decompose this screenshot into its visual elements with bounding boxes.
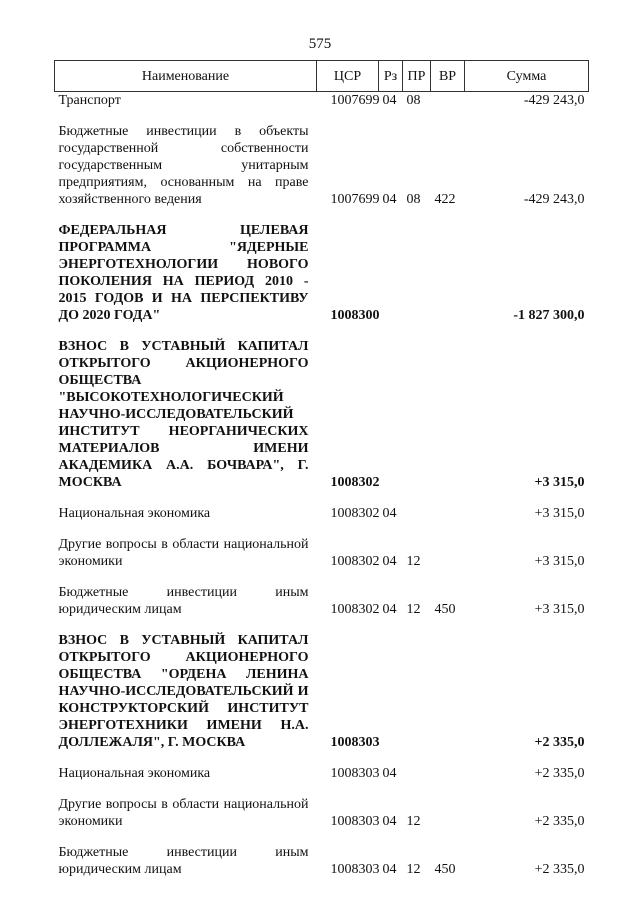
cell-csr: 1008302: [330, 602, 380, 617]
cell-csr: 1008303: [330, 862, 380, 877]
cell-sum: +3 315,0: [534, 554, 585, 569]
cell-csr: 1008303: [330, 735, 380, 750]
cell-pr: [403, 212, 431, 328]
cell-rz: [379, 328, 403, 495]
cell-sum: +2 335,0: [534, 862, 585, 877]
cell-csr: 1007699: [330, 192, 380, 207]
cell-name: ФЕДЕРАЛЬНАЯ ЦЕЛЕВАЯ ПРОГРАММА "ЯДЕРНЫЕ ЭНЕРГОТЕХНОЛОГИИ НОВОГО ПОКОЛЕНИЯ НА ПЕРИОД 2010 - 2015 ГОДОВ И НА ПЕРСПЕКТИВУ ДО 2020 ГОДА": [58, 223, 309, 323]
table-row: [55, 495, 589, 526]
cell-pr: 12: [406, 814, 421, 829]
table-row: [55, 328, 589, 495]
table-row: [55, 574, 589, 622]
cell-sum: +3 315,0: [534, 475, 585, 490]
cell-name: Бюджетные инвестиции иным юридическим лицам: [58, 585, 309, 617]
cell-pr: [403, 755, 431, 786]
cell-pr: 12: [406, 862, 421, 877]
cell-name: Национальная экономика: [58, 766, 211, 781]
cell-csr: 1008302: [330, 506, 380, 521]
cell-vr: [431, 755, 465, 786]
cell-name: ВЗНОС В УСТАВНЫЙ КАПИТАЛ ОТКРЫТОГО АКЦИОНЕРНОГО ОБЩЕСТВА "ВЫСОКОТЕХНОЛОГИЧЕСКИЙ НАУЧНО-ИССЛЕДОВАТЕЛЬСКИЙ ИНСТИТУТ НЕОРГАНИЧЕСКИХ МАТЕРИАЛОВ ИМЕНИ АКАДЕМИКА А.А. БОЧВАРА", Г. МОСКВА: [58, 339, 309, 490]
cell-csr: 1008302: [330, 554, 380, 569]
cell-rz: 04: [382, 602, 397, 617]
budget-table: [54, 60, 589, 882]
cell-pr: 12: [406, 602, 421, 617]
cell-name: Бюджетные инвестиции в объекты государственной собственности государственным унитарным предприятиям, основанным на праве хозяйственного ведения: [58, 124, 309, 207]
header-rz: Рз: [379, 61, 403, 92]
cell-vr: [431, 212, 465, 328]
cell-vr: 450: [434, 602, 456, 617]
header-csr: ЦСР: [317, 61, 379, 92]
cell-sum: +3 315,0: [534, 602, 585, 617]
table-header: [55, 61, 589, 92]
cell-pr: 08: [406, 93, 421, 108]
cell-sum: +2 335,0: [534, 814, 585, 829]
cell-pr: [403, 495, 431, 526]
cell-rz: [379, 212, 403, 328]
table-body: [55, 92, 589, 883]
cell-rz: 04: [382, 862, 397, 877]
table-row: [55, 113, 589, 212]
cell-csr: 1007699: [330, 93, 380, 108]
cell-csr: 1008303: [330, 814, 380, 829]
cell-rz: [379, 622, 403, 755]
cell-vr: [431, 495, 465, 526]
cell-vr: 422: [434, 192, 456, 207]
cell-rz: 04: [382, 766, 397, 781]
cell-sum: +2 335,0: [534, 735, 585, 750]
cell-name: Национальная экономика: [58, 506, 211, 521]
cell-pr: [403, 328, 431, 495]
cell-pr: 12: [406, 554, 421, 569]
cell-name: Другие вопросы в области национальной экономики: [58, 797, 309, 829]
cell-rz: 04: [382, 814, 397, 829]
cell-vr: [431, 92, 465, 114]
table-row: [55, 526, 589, 574]
cell-csr: 1008302: [330, 475, 380, 490]
header-vr: ВР: [431, 61, 465, 92]
cell-vr: [431, 526, 465, 574]
table-row: [55, 755, 589, 786]
table-row: [55, 212, 589, 328]
header-name: Наименование: [55, 61, 317, 92]
table-row: [55, 92, 589, 114]
cell-sum: +3 315,0: [534, 506, 585, 521]
cell-vr: [431, 622, 465, 755]
cell-sum: -1 827 300,0: [513, 308, 585, 323]
cell-rz: 04: [382, 506, 397, 521]
cell-vr: [431, 328, 465, 495]
cell-rz: 04: [382, 192, 397, 207]
table-row: [55, 786, 589, 834]
cell-sum: -429 243,0: [523, 192, 585, 207]
cell-csr: 1008300: [330, 308, 380, 323]
cell-vr: [431, 786, 465, 834]
cell-csr: 1008303: [330, 766, 380, 781]
header-pr: ПР: [403, 61, 431, 92]
cell-name: Бюджетные инвестиции иным юридическим лицам: [58, 845, 309, 877]
cell-pr: [403, 622, 431, 755]
cell-name: Транспорт: [58, 93, 121, 108]
table-row: [55, 834, 589, 882]
cell-rz: 04: [382, 93, 397, 108]
table-row: [55, 622, 589, 755]
header-sum: Сумма: [465, 61, 589, 92]
page-number: 575: [308, 36, 332, 52]
cell-name: ВЗНОС В УСТАВНЫЙ КАПИТАЛ ОТКРЫТОГО АКЦИОНЕРНОГО ОБЩЕСТВА "ОРДЕНА ЛЕНИНА НАУЧНО-ИССЛЕДОВАТЕЛЬСКИЙ И КОНСТРУКТОРСКИЙ ИНСТИТУТ ЭНЕРГОТЕХНИКИ ИМЕНИ Н.А. ДОЛЛЕЖАЛЯ", Г. МОСКВА: [58, 633, 309, 750]
cell-name: Другие вопросы в области национальной экономики: [58, 537, 309, 569]
cell-sum: +2 335,0: [534, 766, 585, 781]
cell-rz: 04: [382, 554, 397, 569]
cell-pr: 08: [406, 192, 421, 207]
cell-vr: 450: [434, 862, 456, 877]
cell-sum: -429 243,0: [523, 93, 585, 108]
